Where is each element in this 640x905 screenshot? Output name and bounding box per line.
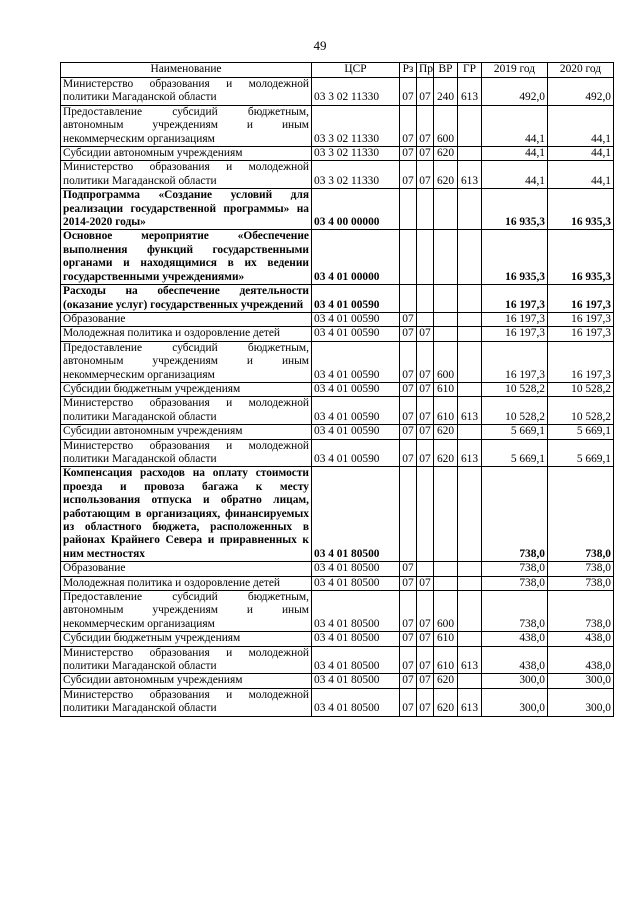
cell-csr: 03 4 01 00590	[312, 382, 400, 396]
cell-csr: 03 4 01 80500	[312, 674, 400, 688]
cell-2019: 10 528,2	[482, 397, 548, 425]
cell-pr: 07	[417, 576, 434, 590]
cell-2020: 738,0	[548, 576, 614, 590]
table-row	[61, 230, 614, 285]
cell-pr: 07	[417, 646, 434, 674]
cell-pr: 07	[417, 341, 434, 382]
table-row	[61, 382, 614, 396]
cell-2019: 738,0	[482, 591, 548, 632]
cell-gr	[458, 562, 482, 576]
table-row	[61, 285, 614, 313]
cell-pr: 07	[417, 382, 434, 396]
cell-vr	[434, 189, 458, 230]
cell-pr: 07	[417, 591, 434, 632]
cell-csr: 03 4 01 80500	[312, 576, 400, 590]
cell-pr: 07	[417, 161, 434, 189]
cell-rz: 07	[400, 425, 417, 439]
cell-csr: 03 4 01 00590	[312, 327, 400, 341]
cell-vr: 620	[434, 674, 458, 688]
cell-2020: 5 669,1	[548, 425, 614, 439]
cell-name: Предоставление субсидий бюджетным, автономным учреждениям и иным некоммерческим организациям	[61, 591, 312, 632]
header-2019: 2019 год	[482, 63, 548, 78]
cell-2020: 16 935,3	[548, 189, 614, 230]
cell-pr: 07	[417, 425, 434, 439]
cell-pr	[417, 467, 434, 562]
cell-rz: 07	[400, 688, 417, 716]
cell-pr: 07	[417, 147, 434, 161]
cell-vr: 610	[434, 632, 458, 646]
cell-2020: 44,1	[548, 105, 614, 146]
cell-gr: 613	[458, 646, 482, 674]
cell-2020: 738,0	[548, 562, 614, 576]
cell-gr	[458, 147, 482, 161]
header-pr: Пр	[417, 63, 434, 78]
cell-2019: 738,0	[482, 576, 548, 590]
cell-csr: 03 4 01 00590	[312, 425, 400, 439]
header-rz: Рз	[400, 63, 417, 78]
cell-2019: 44,1	[482, 147, 548, 161]
cell-name: Молодежная политика и оздоровление детей	[61, 327, 312, 341]
cell-vr	[434, 467, 458, 562]
cell-2019: 16 197,3	[482, 312, 548, 326]
cell-rz	[400, 285, 417, 313]
cell-2019: 300,0	[482, 674, 548, 688]
cell-vr	[434, 576, 458, 590]
cell-rz: 07	[400, 105, 417, 146]
cell-2020: 16 197,3	[548, 341, 614, 382]
cell-pr	[417, 562, 434, 576]
cell-vr: 240	[434, 78, 458, 106]
cell-rz: 07	[400, 397, 417, 425]
cell-csr: 03 4 01 00590	[312, 285, 400, 313]
cell-2019: 44,1	[482, 161, 548, 189]
cell-2019: 738,0	[482, 467, 548, 562]
cell-csr: 03 4 01 00590	[312, 312, 400, 326]
cell-csr: 03 4 01 00590	[312, 439, 400, 467]
cell-name: Министерство образования и молодежной политики Магаданской области	[61, 161, 312, 189]
cell-name: Основное мероприятие «Обеспечение выполнения функций государственными органами и находящимися в их ведении государственными учреждениями»	[61, 230, 312, 285]
cell-2019: 16 197,3	[482, 285, 548, 313]
table-row	[61, 576, 614, 590]
cell-csr: 03 4 00 00000	[312, 189, 400, 230]
cell-pr: 07	[417, 105, 434, 146]
cell-rz: 07	[400, 147, 417, 161]
table-row	[61, 312, 614, 326]
cell-2020: 16 197,3	[548, 285, 614, 313]
cell-gr	[458, 189, 482, 230]
cell-rz: 07	[400, 632, 417, 646]
cell-vr: 620	[434, 439, 458, 467]
cell-name: Предоставление субсидий бюджетным, автономным учреждениям и иным некоммерческим организациям	[61, 105, 312, 146]
cell-name: Министерство образования и молодежной политики Магаданской области	[61, 646, 312, 674]
cell-vr: 600	[434, 341, 458, 382]
cell-csr: 03 4 01 00590	[312, 341, 400, 382]
cell-rz: 07	[400, 439, 417, 467]
table-body	[61, 78, 614, 717]
table-row	[61, 78, 614, 106]
cell-2019: 16 935,3	[482, 230, 548, 285]
cell-rz	[400, 189, 417, 230]
cell-gr: 613	[458, 397, 482, 425]
cell-gr: 613	[458, 78, 482, 106]
cell-vr: 620	[434, 688, 458, 716]
cell-gr	[458, 327, 482, 341]
table-row	[61, 562, 614, 576]
cell-gr: 613	[458, 161, 482, 189]
header-2020: 2020 год	[548, 63, 614, 78]
cell-csr: 03 4 01 80500	[312, 562, 400, 576]
cell-gr	[458, 674, 482, 688]
cell-pr	[417, 312, 434, 326]
cell-vr: 620	[434, 425, 458, 439]
cell-rz: 07	[400, 646, 417, 674]
cell-vr	[434, 230, 458, 285]
cell-csr: 03 4 01 80500	[312, 688, 400, 716]
cell-csr: 03 3 02 11330	[312, 78, 400, 106]
cell-pr: 07	[417, 78, 434, 106]
cell-2020: 492,0	[548, 78, 614, 106]
cell-2019: 16 197,3	[482, 327, 548, 341]
header-name: Наименование	[61, 63, 312, 78]
page-number: 49	[313, 38, 327, 53]
cell-pr	[417, 285, 434, 313]
cell-pr: 07	[417, 688, 434, 716]
cell-vr: 610	[434, 382, 458, 396]
cell-rz: 07	[400, 161, 417, 189]
cell-2019: 492,0	[482, 78, 548, 106]
cell-vr: 620	[434, 161, 458, 189]
cell-rz	[400, 467, 417, 562]
cell-2020: 44,1	[548, 147, 614, 161]
cell-name: Министерство образования и молодежной политики Магаданской области	[61, 439, 312, 467]
cell-name: Субсидии бюджетным учреждениям	[61, 382, 312, 396]
cell-2019: 5 669,1	[482, 439, 548, 467]
table-row	[61, 439, 614, 467]
cell-vr: 600	[434, 591, 458, 632]
cell-2020: 16 197,3	[548, 327, 614, 341]
cell-name: Подпрограмма «Создание условий для реализации государственной программы» на 2014-2020 годы»	[61, 189, 312, 230]
cell-2019: 438,0	[482, 632, 548, 646]
cell-gr	[458, 425, 482, 439]
cell-2020: 10 528,2	[548, 382, 614, 396]
cell-rz: 07	[400, 562, 417, 576]
cell-name: Образование	[61, 562, 312, 576]
cell-vr: 610	[434, 397, 458, 425]
cell-2020: 738,0	[548, 591, 614, 632]
cell-gr	[458, 382, 482, 396]
cell-rz: 07	[400, 312, 417, 326]
table-row	[61, 105, 614, 146]
cell-csr: 03 4 01 80500	[312, 591, 400, 632]
cell-gr	[458, 467, 482, 562]
cell-2020: 16 935,3	[548, 230, 614, 285]
cell-name: Образование	[61, 312, 312, 326]
cell-2019: 44,1	[482, 105, 548, 146]
cell-name: Расходы на обеспечение деятельности (оказание услуг) государственных учреждений	[61, 285, 312, 313]
table-row	[61, 147, 614, 161]
cell-2019: 16 197,3	[482, 341, 548, 382]
cell-gr	[458, 576, 482, 590]
table-row	[61, 646, 614, 674]
header-csr: ЦСР	[312, 63, 400, 78]
cell-vr	[434, 327, 458, 341]
cell-pr: 07	[417, 439, 434, 467]
cell-vr	[434, 562, 458, 576]
table-row	[61, 467, 614, 562]
table-row	[61, 189, 614, 230]
cell-gr	[458, 105, 482, 146]
cell-vr	[434, 312, 458, 326]
cell-gr	[458, 591, 482, 632]
table-row	[61, 632, 614, 646]
cell-2020: 10 528,2	[548, 397, 614, 425]
table-row	[61, 161, 614, 189]
table-row	[61, 341, 614, 382]
cell-2020: 300,0	[548, 688, 614, 716]
cell-vr: 600	[434, 105, 458, 146]
cell-pr: 07	[417, 397, 434, 425]
cell-csr: 03 4 01 00000	[312, 230, 400, 285]
cell-2020: 44,1	[548, 161, 614, 189]
cell-gr	[458, 312, 482, 326]
cell-name: Субсидии бюджетным учреждениям	[61, 632, 312, 646]
cell-rz: 07	[400, 78, 417, 106]
table-row	[61, 674, 614, 688]
cell-2019: 16 935,3	[482, 189, 548, 230]
cell-2020: 438,0	[548, 646, 614, 674]
cell-csr: 03 3 02 11330	[312, 105, 400, 146]
cell-rz: 07	[400, 327, 417, 341]
table-row	[61, 397, 614, 425]
table-row	[61, 591, 614, 632]
table-row	[61, 688, 614, 716]
cell-rz: 07	[400, 591, 417, 632]
cell-vr: 620	[434, 147, 458, 161]
cell-name: Субсидии автономным учреждениям	[61, 674, 312, 688]
cell-vr: 610	[434, 646, 458, 674]
cell-2020: 438,0	[548, 632, 614, 646]
cell-rz: 07	[400, 341, 417, 382]
cell-name: Министерство образования и молодежной политики Магаданской области	[61, 688, 312, 716]
cell-pr: 07	[417, 632, 434, 646]
cell-name: Предоставление субсидий бюджетным, автономным учреждениям и иным некоммерческим организациям	[61, 341, 312, 382]
budget-table	[60, 62, 614, 717]
cell-name: Субсидии автономным учреждениям	[61, 147, 312, 161]
cell-rz: 07	[400, 382, 417, 396]
cell-2020: 300,0	[548, 674, 614, 688]
cell-csr: 03 4 01 80500	[312, 646, 400, 674]
cell-csr: 03 3 02 11330	[312, 147, 400, 161]
cell-2020: 738,0	[548, 467, 614, 562]
header-vr: ВР	[434, 63, 458, 78]
cell-2019: 300,0	[482, 688, 548, 716]
cell-name: Министерство образования и молодежной политики Магаданской области	[61, 78, 312, 106]
cell-2020: 5 669,1	[548, 439, 614, 467]
table-row	[61, 327, 614, 341]
cell-2019: 438,0	[482, 646, 548, 674]
cell-gr	[458, 230, 482, 285]
cell-name: Молодежная политика и оздоровление детей	[61, 576, 312, 590]
cell-gr	[458, 632, 482, 646]
cell-gr: 613	[458, 688, 482, 716]
cell-name: Субсидии автономным учреждениям	[61, 425, 312, 439]
cell-pr	[417, 230, 434, 285]
cell-pr: 07	[417, 327, 434, 341]
cell-gr	[458, 341, 482, 382]
cell-csr: 03 4 01 80500	[312, 632, 400, 646]
cell-rz: 07	[400, 576, 417, 590]
cell-pr	[417, 189, 434, 230]
table-row	[61, 425, 614, 439]
cell-rz	[400, 230, 417, 285]
cell-2019: 10 528,2	[482, 382, 548, 396]
cell-csr: 03 4 01 80500	[312, 467, 400, 562]
cell-name: Компенсация расходов на оплату стоимости проезда и провоза багажа к месту использования отпуска и обратно лицам, работающим в организациях, финансируемых из областного бюджета, расположенных в районах Крайнего Севера и приравненных к ним местностях	[61, 467, 312, 562]
cell-2019: 5 669,1	[482, 425, 548, 439]
cell-vr	[434, 285, 458, 313]
cell-gr	[458, 285, 482, 313]
cell-rz: 07	[400, 674, 417, 688]
cell-csr: 03 4 01 00590	[312, 397, 400, 425]
cell-gr: 613	[458, 439, 482, 467]
cell-2020: 16 197,3	[548, 312, 614, 326]
cell-pr: 07	[417, 674, 434, 688]
header-gr: ГР	[458, 63, 482, 78]
cell-csr: 03 3 02 11330	[312, 161, 400, 189]
cell-name: Министерство образования и молодежной политики Магаданской области	[61, 397, 312, 425]
cell-2019: 738,0	[482, 562, 548, 576]
table-header-row	[61, 63, 614, 78]
